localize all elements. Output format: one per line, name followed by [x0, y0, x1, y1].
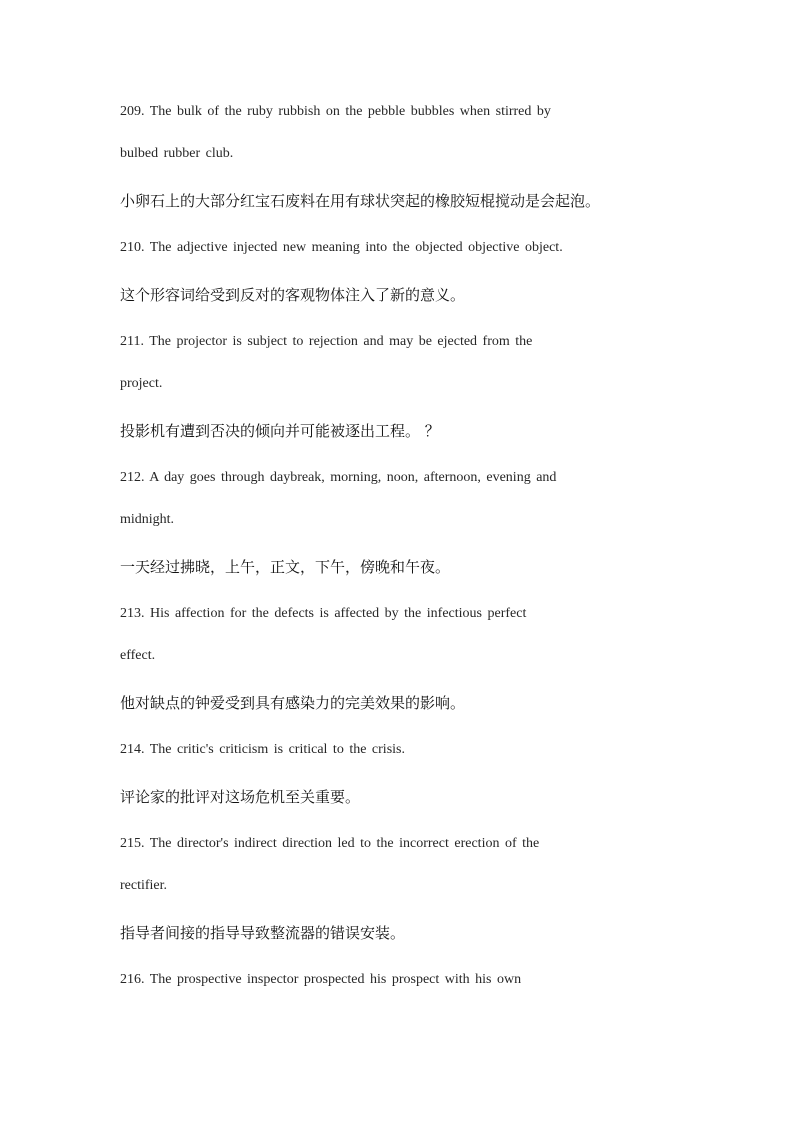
entry-209-chinese: 小卵石上的大部分红宝石废料在用有球状突起的橡胶短棍搅动是会起泡。: [120, 192, 601, 210]
entry-213-english-line-2: effect.: [120, 648, 156, 663]
entry-210-english-line-1: 210. The adjective injected new meaning into the objected objective object.: [120, 240, 563, 255]
entry-212-english-line-1: 212. A day goes through daybreak, morning, noon, afternoon, evening and: [120, 470, 557, 485]
entry-211-english-line-2: project.: [120, 376, 163, 391]
entry-212-chinese: 一天经过拂晓，上午，正文，下午，傍晚和午夜。: [120, 558, 451, 576]
entry-209-english-line-2: bulbed rubber club.: [120, 146, 234, 161]
entry-210-chinese: 这个形容词给受到反对的客观物体注入了新的意义。: [120, 286, 466, 304]
entry-215-english-line-2: rectifier.: [120, 878, 168, 893]
entry-215-english-line-1: 215. The director's indirect direction led to the incorrect erection of the: [120, 836, 540, 851]
entry-211-chinese: 投影机有遭到否决的倾向并可能被逐出工程。 ？: [120, 422, 440, 440]
entry-214-chinese: 评论家的批评对这场危机至关重要。: [120, 788, 361, 806]
entry-214-english-line-1: 214. The critic's criticism is critical to the crisis.: [120, 742, 405, 757]
entry-212-english-line-2: midnight.: [120, 512, 175, 527]
entry-213-chinese: 他对缺点的钟爱受到具有感染力的完美效果的影响。: [120, 694, 466, 712]
entry-216-english-line-1: 216. The prospective inspector prospected his prospect with his own: [120, 972, 522, 987]
entry-211-english-line-1: 211. The projector is subject to rejection and may be ejected from the: [120, 334, 533, 349]
entry-215-chinese: 指导者间接的指导导致整流器的错误安装。: [120, 924, 406, 942]
entry-209-english-line-1: 209. The bulk of the ruby rubbish on the pebble bubbles when stirred by: [120, 104, 551, 119]
entry-213-english-line-1: 213. His affection for the defects is affected by the infectious perfect: [120, 606, 527, 621]
